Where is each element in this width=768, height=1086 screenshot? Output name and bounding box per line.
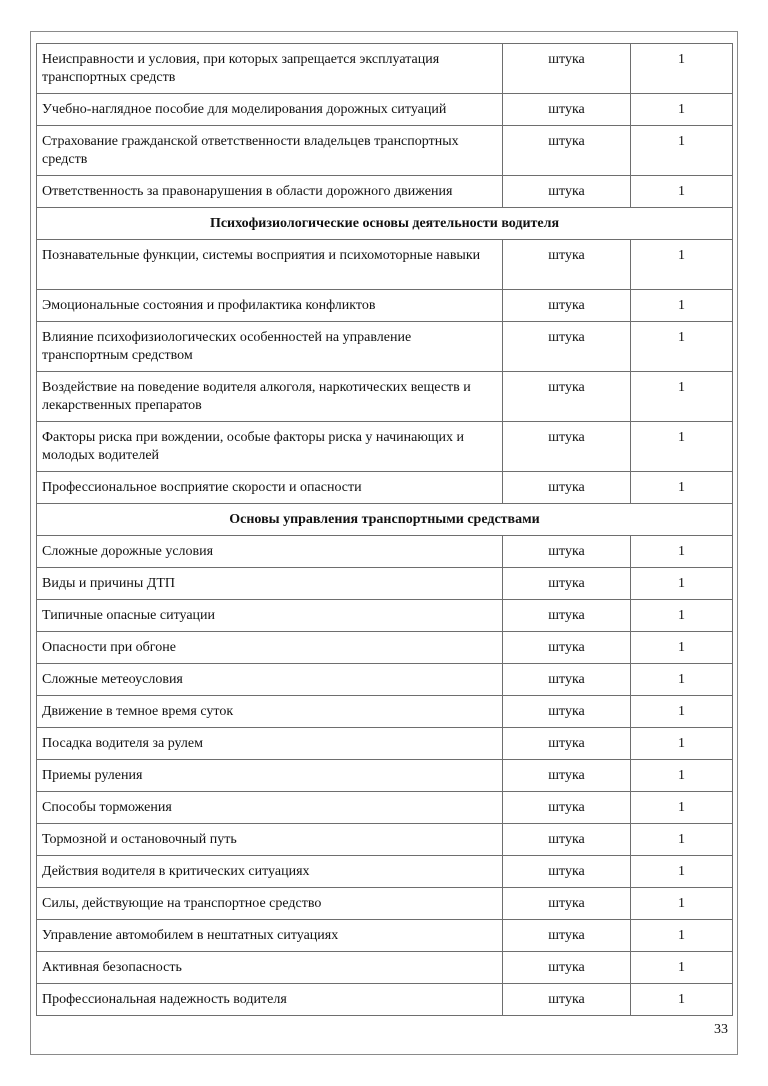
item-name-cell: Приемы руления xyxy=(37,760,503,792)
quantity-cell: 1 xyxy=(631,322,733,372)
quantity-cell: 1 xyxy=(631,824,733,856)
unit-cell: штука xyxy=(503,372,631,422)
unit-cell: штука xyxy=(503,126,631,176)
item-name-cell: Силы, действующие на транспортное средство xyxy=(37,888,503,920)
table-row xyxy=(37,632,733,664)
unit-cell: штука xyxy=(503,94,631,126)
table-row xyxy=(37,760,733,792)
unit-cell: штука xyxy=(503,44,631,94)
quantity-cell: 1 xyxy=(631,372,733,422)
item-name-cell: Активная безопасность xyxy=(37,952,503,984)
item-name-cell: Эмоциональные состояния и профилактика конфликтов xyxy=(37,290,503,322)
unit-cell: штука xyxy=(503,322,631,372)
item-name-cell: Факторы риска при вождении, особые факторы риска у начинающих и молодых водителей xyxy=(37,422,503,472)
item-name-cell: Познавательные функции, системы восприятия и психомоторные навыки xyxy=(37,240,503,290)
quantity-cell: 1 xyxy=(631,984,733,1016)
unit-cell: штука xyxy=(503,536,631,568)
unit-cell: штука xyxy=(503,792,631,824)
table-row xyxy=(37,952,733,984)
unit-cell: штука xyxy=(503,984,631,1016)
quantity-cell: 1 xyxy=(631,600,733,632)
table-row xyxy=(37,696,733,728)
unit-cell: штука xyxy=(503,952,631,984)
table-row xyxy=(37,176,733,208)
table-row xyxy=(37,240,733,290)
table-row xyxy=(37,920,733,952)
quantity-cell: 1 xyxy=(631,856,733,888)
item-name-cell: Способы торможения xyxy=(37,792,503,824)
quantity-cell: 1 xyxy=(631,792,733,824)
table-row xyxy=(37,290,733,322)
item-name-cell: Неисправности и условия, при которых запрещается эксплуатация транспортных средств xyxy=(37,44,503,94)
item-name-cell: Опасности при обгоне xyxy=(37,632,503,664)
table-row xyxy=(37,888,733,920)
item-name-cell: Посадка водителя за рулем xyxy=(37,728,503,760)
quantity-cell: 1 xyxy=(631,568,733,600)
unit-cell: штука xyxy=(503,632,631,664)
item-name-cell: Воздействие на поведение водителя алкоголя, наркотических веществ и лекарственных препаратов xyxy=(37,372,503,422)
quantity-cell: 1 xyxy=(631,888,733,920)
equipment-table xyxy=(36,43,733,1016)
item-name-cell: Движение в темное время суток xyxy=(37,696,503,728)
section-header-row xyxy=(37,504,733,536)
table-row xyxy=(37,126,733,176)
quantity-cell: 1 xyxy=(631,952,733,984)
item-name-cell: Ответственность за правонарушения в области дорожного движения xyxy=(37,176,503,208)
section-title: Психофизиологические основы деятельности водителя xyxy=(37,208,733,240)
item-name-cell: Виды и причины ДТП xyxy=(37,568,503,600)
item-name-cell: Сложные метеоусловия xyxy=(37,664,503,696)
item-name-cell: Типичные опасные ситуации xyxy=(37,600,503,632)
page-number: 33 xyxy=(714,1022,728,1037)
unit-cell: штука xyxy=(503,760,631,792)
table-row xyxy=(37,94,733,126)
table-row xyxy=(37,856,733,888)
unit-cell: штука xyxy=(503,888,631,920)
table-row xyxy=(37,984,733,1016)
unit-cell: штука xyxy=(503,422,631,472)
quantity-cell: 1 xyxy=(631,126,733,176)
table-row xyxy=(37,792,733,824)
quantity-cell: 1 xyxy=(631,44,733,94)
unit-cell: штука xyxy=(503,176,631,208)
unit-cell: штука xyxy=(503,824,631,856)
unit-cell: штука xyxy=(503,472,631,504)
table-row xyxy=(37,44,733,94)
quantity-cell: 1 xyxy=(631,728,733,760)
item-name-cell: Тормозной и остановочный путь xyxy=(37,824,503,856)
quantity-cell: 1 xyxy=(631,536,733,568)
unit-cell: штука xyxy=(503,920,631,952)
quantity-cell: 1 xyxy=(631,422,733,472)
table-row xyxy=(37,472,733,504)
unit-cell: штука xyxy=(503,728,631,760)
quantity-cell: 1 xyxy=(631,290,733,322)
item-name-cell: Учебно-наглядное пособие для моделирования дорожных ситуаций xyxy=(37,94,503,126)
table-row xyxy=(37,536,733,568)
section-header-row xyxy=(37,208,733,240)
section-title: Основы управления транспортными средствами xyxy=(37,504,733,536)
unit-cell: штука xyxy=(503,568,631,600)
quantity-cell: 1 xyxy=(631,176,733,208)
unit-cell: штука xyxy=(503,600,631,632)
unit-cell: штука xyxy=(503,664,631,696)
quantity-cell: 1 xyxy=(631,94,733,126)
unit-cell: штука xyxy=(503,696,631,728)
unit-cell: штука xyxy=(503,290,631,322)
item-name-cell: Сложные дорожные условия xyxy=(37,536,503,568)
quantity-cell: 1 xyxy=(631,664,733,696)
quantity-cell: 1 xyxy=(631,472,733,504)
table-row xyxy=(37,322,733,372)
quantity-cell: 1 xyxy=(631,240,733,290)
item-name-cell: Страхование гражданской ответственности владельцев транспортных средств xyxy=(37,126,503,176)
unit-cell: штука xyxy=(503,240,631,290)
unit-cell: штука xyxy=(503,856,631,888)
table-row xyxy=(37,664,733,696)
quantity-cell: 1 xyxy=(631,632,733,664)
table-row xyxy=(37,568,733,600)
table-row xyxy=(37,372,733,422)
item-name-cell: Профессиональное восприятие скорости и опасности xyxy=(37,472,503,504)
table-row xyxy=(37,600,733,632)
item-name-cell: Профессиональная надежность водителя xyxy=(37,984,503,1016)
quantity-cell: 1 xyxy=(631,760,733,792)
table-row xyxy=(37,422,733,472)
item-name-cell: Управление автомобилем в нештатных ситуациях xyxy=(37,920,503,952)
table-row xyxy=(37,824,733,856)
equipment-table-body xyxy=(37,44,733,1016)
item-name-cell: Действия водителя в критических ситуациях xyxy=(37,856,503,888)
item-name-cell: Влияние психофизиологических особенностей на управление транспортным средством xyxy=(37,322,503,372)
table-row xyxy=(37,728,733,760)
quantity-cell: 1 xyxy=(631,696,733,728)
quantity-cell: 1 xyxy=(631,920,733,952)
